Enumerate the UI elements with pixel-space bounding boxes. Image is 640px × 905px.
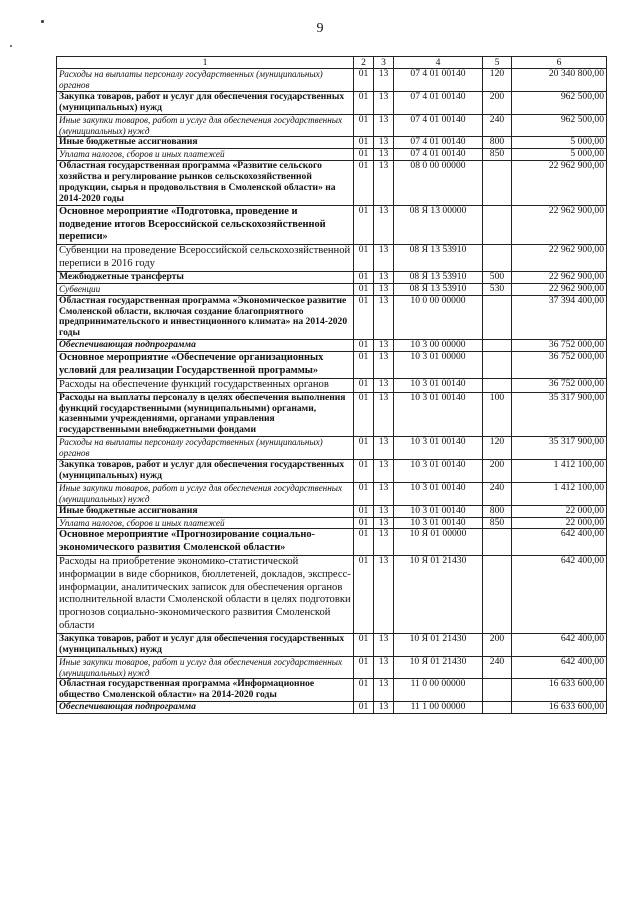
row-col2-cell: 01 xyxy=(354,283,374,295)
row-name-cell: Иные закупки товаров, работ и услуг для обеспечения государственных (муниципальных) нужд xyxy=(57,656,354,679)
row-name-cell: Закупка товаров, работ и услуг для обеспечения государственных (муниципальных) нужд xyxy=(57,460,354,483)
row-amount-cell: 36 752 000,00 xyxy=(512,340,607,352)
row-amount-cell: 16 633 600,00 xyxy=(512,679,607,702)
table-row xyxy=(57,378,607,392)
header-cell-3: 3 xyxy=(374,57,394,69)
row-col3-cell: 13 xyxy=(374,205,394,244)
table-row xyxy=(57,482,607,505)
row-col2-cell: 01 xyxy=(354,392,374,437)
row-code-cell: 08 Я 13 53910 xyxy=(394,283,483,295)
row-vr-cell: 240 xyxy=(483,482,512,505)
row-col3-cell: 13 xyxy=(374,352,394,379)
row-vr-cell: 800 xyxy=(483,137,512,149)
row-code-cell: 10 3 01 00140 xyxy=(394,392,483,437)
row-col3-cell: 13 xyxy=(374,556,394,634)
row-vr-cell: 200 xyxy=(483,633,512,656)
row-code-cell: 11 0 00 00000 xyxy=(394,679,483,702)
row-code-cell: 10 3 01 00140 xyxy=(394,437,483,460)
row-vr-cell: 100 xyxy=(483,392,512,437)
row-col3-cell: 13 xyxy=(374,114,394,137)
row-amount-cell: 1 412 100,00 xyxy=(512,482,607,505)
table-row xyxy=(57,460,607,483)
row-code-cell: 10 3 01 00140 xyxy=(394,378,483,392)
row-col2-cell: 01 xyxy=(354,245,374,272)
row-col2-cell: 01 xyxy=(354,69,374,92)
row-vr-cell: 530 xyxy=(483,283,512,295)
row-col2-cell: 01 xyxy=(354,149,374,161)
row-vr-cell xyxy=(483,352,512,379)
scan-speck xyxy=(41,20,44,23)
row-amount-cell: 5 000,00 xyxy=(512,137,607,149)
row-name-cell: Расходы на выплаты персоналу государственных (муниципальных) органов xyxy=(57,69,354,92)
header-cell-4: 4 xyxy=(394,57,483,69)
row-amount-cell: 35 317 900,00 xyxy=(512,392,607,437)
row-col2-cell: 01 xyxy=(354,340,374,352)
row-amount-cell: 642 400,00 xyxy=(512,656,607,679)
row-amount-cell: 962 500,00 xyxy=(512,114,607,137)
row-amount-cell: 20 340 800,00 xyxy=(512,69,607,92)
row-amount-cell: 22 000,00 xyxy=(512,517,607,529)
table-row xyxy=(57,702,607,714)
table-row xyxy=(57,340,607,352)
table-row xyxy=(57,517,607,529)
row-amount-cell: 1 412 100,00 xyxy=(512,460,607,483)
budget-table xyxy=(56,56,607,714)
row-col2-cell: 01 xyxy=(354,205,374,244)
table-row xyxy=(57,114,607,137)
row-name-cell: Расходы на выплаты персоналу в целях обеспечения выполнения функций государственными (муниципальными) органами, казенными учреждениями, органами управления государственными внебюджетными фондами xyxy=(57,392,354,437)
row-name-cell: Основное мероприятие «Прогнозирование социально-экономического развития Смоленской области» xyxy=(57,529,354,556)
row-name-cell: Иные закупки товаров, работ и услуг для обеспечения государственных (муниципальных) нужд xyxy=(57,482,354,505)
row-amount-cell: 5 000,00 xyxy=(512,149,607,161)
table-row xyxy=(57,656,607,679)
table-row xyxy=(57,556,607,634)
row-col3-cell: 13 xyxy=(374,340,394,352)
row-amount-cell: 642 400,00 xyxy=(512,556,607,634)
row-col2-cell: 01 xyxy=(354,633,374,656)
table-row xyxy=(57,149,607,161)
row-col2-cell: 01 xyxy=(354,556,374,634)
row-amount-cell: 36 752 000,00 xyxy=(512,352,607,379)
header-cell-5: 5 xyxy=(483,57,512,69)
row-col3-cell: 13 xyxy=(374,517,394,529)
row-amount-cell: 22 962 900,00 xyxy=(512,271,607,283)
row-col3-cell: 13 xyxy=(374,702,394,714)
row-col2-cell: 01 xyxy=(354,295,374,340)
row-col2-cell: 01 xyxy=(354,352,374,379)
table-header-row xyxy=(57,57,607,69)
row-vr-cell: 500 xyxy=(483,271,512,283)
row-col3-cell: 13 xyxy=(374,91,394,114)
row-code-cell: 10 3 01 00140 xyxy=(394,460,483,483)
table-row xyxy=(57,529,607,556)
row-amount-cell: 16 633 600,00 xyxy=(512,702,607,714)
table-row xyxy=(57,161,607,206)
row-vr-cell xyxy=(483,529,512,556)
row-name-cell: Иные бюджетные ассигнования xyxy=(57,137,354,149)
table-row xyxy=(57,69,607,92)
row-col3-cell: 13 xyxy=(374,482,394,505)
row-col2-cell: 01 xyxy=(354,378,374,392)
row-code-cell: 07 4 01 00140 xyxy=(394,114,483,137)
row-vr-cell: 850 xyxy=(483,517,512,529)
row-amount-cell: 36 752 000,00 xyxy=(512,378,607,392)
row-col2-cell: 01 xyxy=(354,482,374,505)
table-row xyxy=(57,205,607,244)
row-amount-cell: 22 962 900,00 xyxy=(512,161,607,206)
row-vr-cell xyxy=(483,556,512,634)
row-col2-cell: 01 xyxy=(354,271,374,283)
row-code-cell: 10 3 00 00000 xyxy=(394,340,483,352)
row-name-cell: Уплата налогов, сборов и иных платежей xyxy=(57,149,354,161)
row-amount-cell: 22 000,00 xyxy=(512,505,607,517)
row-code-cell: 10 Я 01 21430 xyxy=(394,633,483,656)
header-cell-1: 1 xyxy=(57,57,354,69)
row-col2-cell: 01 xyxy=(354,161,374,206)
row-vr-cell: 240 xyxy=(483,114,512,137)
row-name-cell: Межбюджетные трансферты xyxy=(57,271,354,283)
row-name-cell: Областная государственная программа «Развитие сельского хозяйства и регулирование рынков сельскохозяйственной продукции, сырья и продовольствия в Смоленской области» на 2014-2020 годы xyxy=(57,161,354,206)
row-vr-cell: 850 xyxy=(483,149,512,161)
row-col2-cell: 01 xyxy=(354,137,374,149)
row-vr-cell xyxy=(483,702,512,714)
row-vr-cell: 240 xyxy=(483,656,512,679)
row-vr-cell xyxy=(483,205,512,244)
row-name-cell: Иные бюджетные ассигнования xyxy=(57,505,354,517)
table-body xyxy=(57,57,607,714)
table-row xyxy=(57,283,607,295)
table-row xyxy=(57,271,607,283)
row-vr-cell xyxy=(483,161,512,206)
row-col2-cell: 01 xyxy=(354,460,374,483)
page-number: 9 xyxy=(316,21,324,36)
row-amount-cell: 22 962 900,00 xyxy=(512,205,607,244)
row-col3-cell: 13 xyxy=(374,679,394,702)
row-amount-cell: 35 317 900,00 xyxy=(512,437,607,460)
row-col2-cell: 01 xyxy=(354,91,374,114)
header-cell-2: 2 xyxy=(354,57,374,69)
row-code-cell: 08 Я 13 00000 xyxy=(394,205,483,244)
table-row xyxy=(57,91,607,114)
table-row xyxy=(57,352,607,379)
table-row xyxy=(57,137,607,149)
row-vr-cell xyxy=(483,378,512,392)
scan-speck xyxy=(10,45,12,47)
row-col2-cell: 01 xyxy=(354,437,374,460)
row-col3-cell: 13 xyxy=(374,505,394,517)
row-code-cell: 10 0 00 00000 xyxy=(394,295,483,340)
row-amount-cell: 962 500,00 xyxy=(512,91,607,114)
row-name-cell: Основное мероприятие «Подготовка, проведение и подведение итогов Всероссийской сельскохозяйственной переписи» xyxy=(57,205,354,244)
table-row xyxy=(57,633,607,656)
row-code-cell: 10 3 01 00140 xyxy=(394,505,483,517)
row-name-cell: Субвенции на проведение Всероссийской сельскохозяйственной переписи в 2016 году xyxy=(57,245,354,272)
row-col3-cell: 13 xyxy=(374,633,394,656)
row-col3-cell: 13 xyxy=(374,271,394,283)
row-amount-cell: 642 400,00 xyxy=(512,633,607,656)
row-vr-cell xyxy=(483,245,512,272)
row-col2-cell: 01 xyxy=(354,529,374,556)
row-code-cell: 10 Я 01 21430 xyxy=(394,656,483,679)
row-col3-cell: 13 xyxy=(374,460,394,483)
row-vr-cell xyxy=(483,679,512,702)
header-cell-6: 6 xyxy=(512,57,607,69)
row-code-cell: 10 Я 01 00000 xyxy=(394,529,483,556)
row-code-cell: 10 3 01 00140 xyxy=(394,517,483,529)
row-name-cell: Закупка товаров, работ и услуг для обеспечения государственных (муниципальных) нужд xyxy=(57,91,354,114)
row-code-cell: 08 Я 13 53910 xyxy=(394,245,483,272)
row-col2-cell: 01 xyxy=(354,517,374,529)
row-col3-cell: 13 xyxy=(374,137,394,149)
row-col3-cell: 13 xyxy=(374,378,394,392)
row-code-cell: 11 1 00 00000 xyxy=(394,702,483,714)
row-code-cell: 07 4 01 00140 xyxy=(394,69,483,92)
row-code-cell: 10 3 01 00140 xyxy=(394,482,483,505)
row-vr-cell: 200 xyxy=(483,91,512,114)
table-row xyxy=(57,245,607,272)
row-code-cell: 08 0 00 00000 xyxy=(394,161,483,206)
row-col3-cell: 13 xyxy=(374,161,394,206)
row-name-cell: Расходы на приобретение экономико-статистической информации в виде сборников, бюллетеней, докладов, экспресс-информации, аналитических записок для обеспечения органов исполнительной власти Смоленской области в целях подготовки прогнозов социально-экономического развития Смоленской области xyxy=(57,556,354,634)
row-code-cell: 10 3 01 00000 xyxy=(394,352,483,379)
row-vr-cell: 200 xyxy=(483,460,512,483)
row-col3-cell: 13 xyxy=(374,245,394,272)
row-col3-cell: 13 xyxy=(374,392,394,437)
row-name-cell: Закупка товаров, работ и услуг для обеспечения государственных (муниципальных) нужд xyxy=(57,633,354,656)
table-row xyxy=(57,505,607,517)
row-vr-cell xyxy=(483,340,512,352)
table-row xyxy=(57,392,607,437)
row-col2-cell: 01 xyxy=(354,656,374,679)
row-name-cell: Субвенции xyxy=(57,283,354,295)
row-name-cell: Основное мероприятие «Обеспечение организационных условий для реализации Государственной программы» xyxy=(57,352,354,379)
row-col2-cell: 01 xyxy=(354,702,374,714)
row-amount-cell: 37 394 400,00 xyxy=(512,295,607,340)
row-name-cell: Областная государственная программа «Информационное общество Смоленской области» на 2014-2020 годы xyxy=(57,679,354,702)
row-col3-cell: 13 xyxy=(374,283,394,295)
row-code-cell: 07 4 01 00140 xyxy=(394,149,483,161)
row-vr-cell: 800 xyxy=(483,505,512,517)
row-col2-cell: 01 xyxy=(354,114,374,137)
row-name-cell: Обеспечивающая подпрограмма xyxy=(57,702,354,714)
row-code-cell: 07 4 01 00140 xyxy=(394,91,483,114)
table-row xyxy=(57,437,607,460)
row-col2-cell: 01 xyxy=(354,505,374,517)
row-vr-cell xyxy=(483,295,512,340)
row-name-cell: Расходы на выплаты персоналу государственных (муниципальных) органов xyxy=(57,437,354,460)
row-name-cell: Расходы на обеспечение функций государственных органов xyxy=(57,378,354,392)
row-col3-cell: 13 xyxy=(374,295,394,340)
row-col3-cell: 13 xyxy=(374,69,394,92)
row-name-cell: Областная государственная программа «Экономическое развитие Смоленской области, включая создание благоприятного предпринимательского и инвестиционного климата» на 2014-2020 годы xyxy=(57,295,354,340)
row-col3-cell: 13 xyxy=(374,149,394,161)
row-col3-cell: 13 xyxy=(374,437,394,460)
row-amount-cell: 22 962 900,00 xyxy=(512,245,607,272)
row-name-cell: Уплата налогов, сборов и иных платежей xyxy=(57,517,354,529)
row-code-cell: 08 Я 13 53910 xyxy=(394,271,483,283)
table-row xyxy=(57,295,607,340)
row-vr-cell: 120 xyxy=(483,437,512,460)
row-code-cell: 10 Я 01 21430 xyxy=(394,556,483,634)
row-amount-cell: 22 962 900,00 xyxy=(512,283,607,295)
row-code-cell: 07 4 01 00140 xyxy=(394,137,483,149)
row-amount-cell: 642 400,00 xyxy=(512,529,607,556)
table-row xyxy=(57,679,607,702)
row-name-cell: Обеспечивающая подпрограмма xyxy=(57,340,354,352)
row-col3-cell: 13 xyxy=(374,656,394,679)
row-name-cell: Иные закупки товаров, работ и услуг для обеспечения государственных (муниципальных) нужд xyxy=(57,114,354,137)
row-col3-cell: 13 xyxy=(374,529,394,556)
row-vr-cell: 120 xyxy=(483,69,512,92)
row-col2-cell: 01 xyxy=(354,679,374,702)
